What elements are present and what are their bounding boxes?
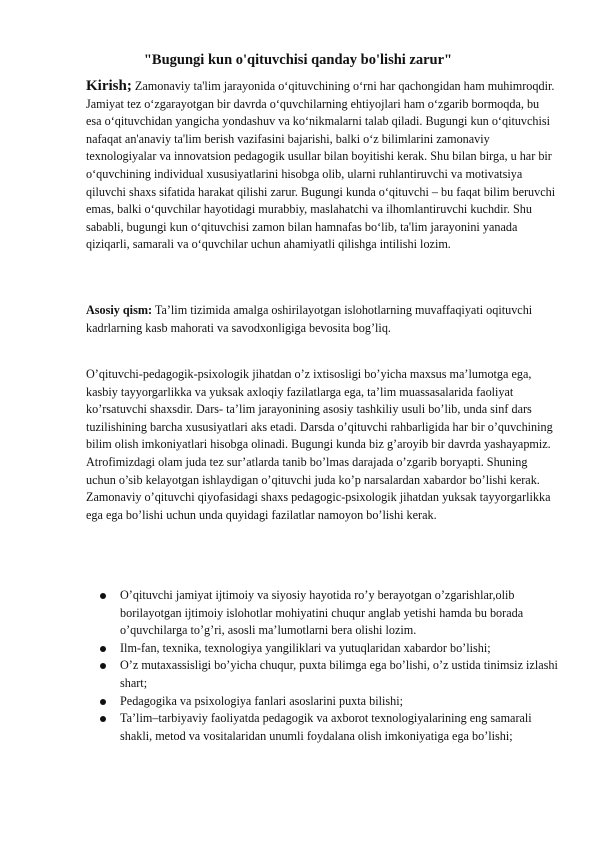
list-item bbox=[0, 710, 560, 745]
list-item-text: O’z mutaxassisligi bo’yicha chuqur, puxta bilimga ega bo’lishi, o’z ustida tinimsiz izlashi shart; bbox=[120, 658, 558, 690]
main-section-lead: Asosiy qism: bbox=[86, 303, 153, 317]
bullet-icon bbox=[100, 663, 106, 669]
list-item bbox=[0, 640, 560, 658]
list-item-text: Pedagogika va psixologiya fanlari asoslarini puxta bilishi; bbox=[120, 693, 403, 708]
main-section-text: Ta’lim tizimida amalga oshirilayotgan islohotlarning muvaffaqiyati oqituvchi kadrlarning kasb mahorati va savodxonligiga bevosita bog’liq. bbox=[86, 303, 533, 335]
list-item bbox=[0, 657, 560, 692]
body-paragraph: O’qituvchi-pedagogik-psixologik jihatdan o’z ixtisosligi bo’yicha maxsus ma’lumotga ega, kasbiy tayyorgarlikka va yuksak axloqiy fazilatlarga ega, ta’lim muassasalarida faoliyat ko’rsatuvchi shaxsdir. Dars- ta’lim jarayonining asosiy tashkiliy usuli bo’lib, unda sinf dars tuzilishining barcha xususiyatlari aks etadi. Darsda o’qituvchi rahbarligida har bir o’quvchining bilim olish imkoniyatlari hisobga olinadi. Bugungi kunda biz g’aroyib bir davrda yashayapmiz. Atrofimizdagi olam juda tez sur’atlarda tanib bo’lmas darajada o’zgarib boryapti. Shuning uchun o’sib kelayotgan ishlaydigan o’qituvchi juda ko’p narsalardan xabardor bo’lishi kerak. Zamonaviy o’qituvchi qiyofasidagi shaxs pedagogic-psixologik jihatdan yuksak tayyorgarlikka ega ega bo’lishi uchun unda quyidagi fazilatlar namoyon bo’lishi kerak. bbox=[86, 367, 553, 522]
intro-text: Zamonaviy ta'lim jarayonida oʻqituvchining oʻrni har qachongidan ham muhimroqdir. Jamiyat tez oʻzgarayotgan bir davrda oʻquvchilarning ehtiyojlari ham oʻzgarib bormoqda, bu esa oʻqituvchidan yangicha yondashuv va koʻnikmalarni talab qiladi. Bugungi kun oʻqituvchisi nafaqat an'anaviy ta'lim berish vazifasini bajarishi, balki oʻz bilimlarini zamonaviy texnologiyalar va innovatsion pedagogik usullar bilan boyitishi kerak. Shu bilan birga, u har bir oʻquvchining individual xususiyatlarini hisobga olib, ularni ruhlantiruvchi va motivatsiya qiluvchi shaxs sifatida harakat qilishi zarur. Bugungi kunda oʻqituvchi – bu faqat bilim beruvchi emas, balki oʻquvchilar hayotidagi murabbiy, maslahatchi va ilhomlantiruvchi kuchdir. Shu sababli, bugungi kun oʻqituvchisi zamon bilan hamnafas boʻlib, ta'lim jarayonini yanada qiziqarli, samarali va oʻquvchilar uchun ahamiyatli qilishga intilishi lozim. bbox=[86, 79, 556, 252]
intro-paragraph bbox=[86, 78, 556, 254]
list-item bbox=[0, 587, 560, 640]
bullet-icon bbox=[100, 716, 106, 722]
document-title: "Bugungi kun o'qituvchisi qanday bo'lishi zarur" bbox=[143, 52, 453, 68]
bullet-icon bbox=[100, 646, 106, 652]
list-item bbox=[0, 693, 560, 711]
bullet-icon bbox=[100, 593, 106, 599]
list-item-text: Ta’lim–tarbiyaviy faoliyatda pedagogik va axborot texnologiyalarining eng samarali shakli, metod va vositalaridan unumli foydalana olish imkoniyatiga ega bo’lishi; bbox=[120, 711, 532, 743]
list-item-text: O’qituvchi jamiyat ijtimoiy va siyosiy hayotida ro’y berayotgan o’zgarishlar,olib borilayotgan ijtimoiy islohotlar mohiyatini chuqur anglab yetishi hamda bu borada o’quvchilarga to’g’ri, asosli ma’lumotlarni bera olishi lozim. bbox=[120, 588, 524, 638]
main-section-paragraph bbox=[86, 302, 556, 337]
intro-lead: Kirish; bbox=[86, 78, 132, 94]
bullet-icon bbox=[100, 699, 106, 705]
list-item-text: Ilm-fan, texnika, texnologiya yangiliklari va yutuqlaridan xabardor bo’lishi; bbox=[120, 640, 491, 655]
qualities-list bbox=[0, 587, 596, 745]
